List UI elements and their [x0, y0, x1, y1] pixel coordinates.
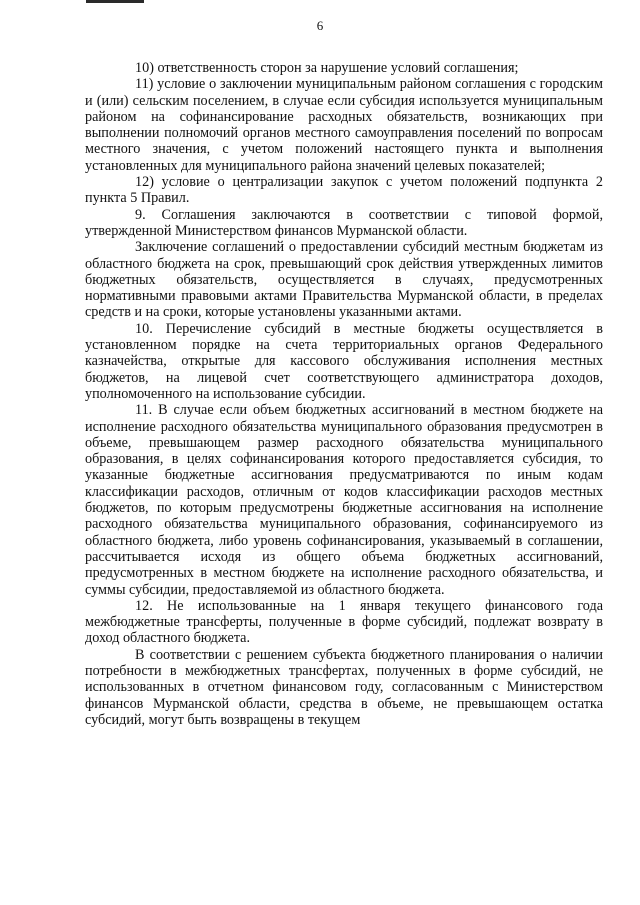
paragraph-12-procurement: 12) условие о централизации закупок с учетом положений подпункта 2 пункта 5 Правил. [85, 174, 603, 207]
paragraph-return-decision: В соответствии с решением субъекта бюджетного планирования о наличии потребности в межбюджетных трансфертах, полученных в форме субсидий, не использованных в отчетном финансовом году, согласованным с Министерством финансов Мурманской области, средства в объеме, не превышающем остатка субсидий, могут быть возвращены в текущем [85, 646, 603, 728]
paragraph-10-transfer: 10. Перечисление субсидий в местные бюджеты осуществляется в установленном порядке на счета территориальных органов Федерального казначейства, открытые для кассового обслуживания исполнения местных бюджетов, на лицевой счет соответствующего администратора доходов, уполномоченного на использование субсидии. [85, 320, 603, 402]
paragraph-agreement-term: Заключение соглашений о предоставлении субсидий местным бюджетам из областного бюджета на срок, превышающий срок действия утвержденных лимитов бюджетных обязательств, осуществляется в случаях, предусмотренных нормативными правовыми актами Правительства Мурманской области, в пределах средств и на сроки, которые установлены указанными актами. [85, 239, 603, 321]
page-number: 6 [316, 18, 324, 33]
paragraph-12-return: 12. Не использованные на 1 января текущего финансового года межбюджетные трансферты, полученные в форме субсидий, подлежат возврату в доход областного бюджета. [85, 597, 603, 647]
paragraph-11-cofinancing: 11. В случае если объем бюджетных ассигнований в местном бюджете на исполнение расходного обязательства муниципального образования предусмотрен в объеме, превышающем размер расходного обязательства муниципального образования, в целях софинансирования которого предоставляется субсидия, то указанные бюджетные ассигнования предусматриваются по иным кодам классификации расходов, отличным от кодов классификации расходов местных бюджетов, по которым предусмотрены бюджетные ассигнования на исполнение расходного обязательства муниципального образования, софинансируемого из областного бюджета, либо уровень софинансирования, указываемый в соглашении, рассчитывается исходя из общего объема бюджетных ассигнований, предусмотренных в местном бюджете на исполнение расходного обязательства, и суммы субсидии, предоставляемой из областного бюджета. [85, 402, 603, 598]
paragraph-9-standard-form: 9. Соглашения заключаются в соответствии с типовой формой, утвержденной Министерством финансов Мурманской области. [85, 206, 603, 239]
paragraph-11-municipal-agreement: 11) условие о заключении муниципальным районом соглашения с городским и (или) сельским поселением, в случае если субсидия используется муниципальным районом на софинансирование расходных обязательств, возникающих при выполнении полномочий органов местного самоуправления поселений по вопросам местного значения, с учетом положений настоящего пункта и выполнения установленных для муниципального района значений целевых показателей; [85, 76, 603, 174]
top-edge-mark [86, 0, 144, 3]
document-body [85, 60, 603, 728]
paragraph-10-liability: 10) ответственность сторон за нарушение условий соглашения; [135, 60, 519, 76]
